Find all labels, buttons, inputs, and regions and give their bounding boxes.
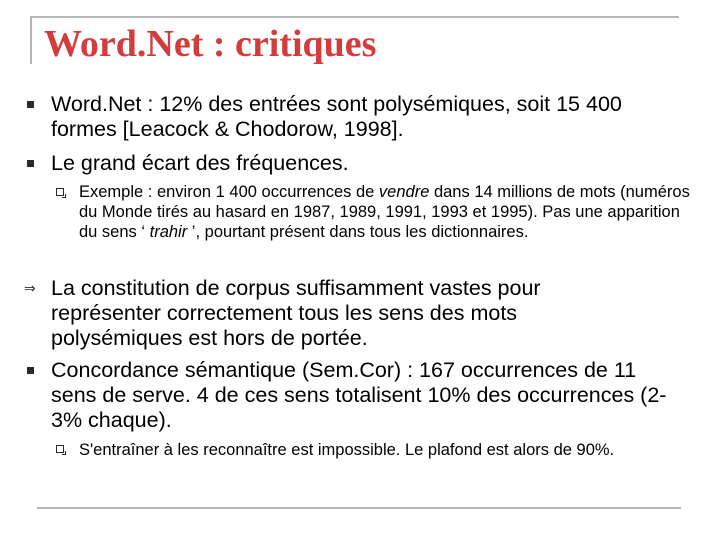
subbullet-training-impossible: S'entraîner à les reconnaître est impossible. Le plafond est alors de 90%. bbox=[79, 441, 615, 459]
hollow-square-bullet-icon bbox=[56, 188, 64, 196]
frame-left-line bbox=[30, 16, 32, 64]
slide-title: Word.Net : critiques bbox=[44, 23, 377, 65]
frame-bottom-line bbox=[37, 507, 681, 509]
subbullet-example-vendre: Exemple : environ 1 400 occurrences de vendre dans 14 millions de mots (numéros du Monde tirés au hasard en 1987, 1989, 1991, 1993 et 1995). Pas une apparition du sens ‘ trahir ’, pourtant présent dans tous les dictionnaires. bbox=[79, 183, 690, 241]
hollow-square-bullet-icon bbox=[56, 445, 64, 453]
bullet-semcor-concordance: Concordance sémantique (Sem.Cor) : 167 occurrences de 11 sens de serve. 4 de ces sens totalisent 10% des occurrences (2-3% chaque). bbox=[51, 358, 667, 432]
square-bullet-icon bbox=[27, 367, 34, 374]
square-bullet-icon bbox=[27, 101, 34, 108]
square-bullet-icon bbox=[27, 160, 34, 167]
bullet-wordnet-polysemy: Word.Net : 12% des entrées sont polysémiques, soit 15 400 formes [Leacock & Chodorow, 1998]. bbox=[51, 92, 622, 141]
frame-top-line bbox=[30, 16, 679, 18]
bullet-corpus-constitution: La constitution de corpus suffisamment vastes pour représenter correctement tous les sens des mots polysémiques est hors de portée. bbox=[51, 276, 541, 350]
bullet-frequency-gap: Le grand écart des fréquences. bbox=[51, 151, 349, 175]
double-arrow-bullet-icon: ⇒ bbox=[24, 281, 36, 297]
